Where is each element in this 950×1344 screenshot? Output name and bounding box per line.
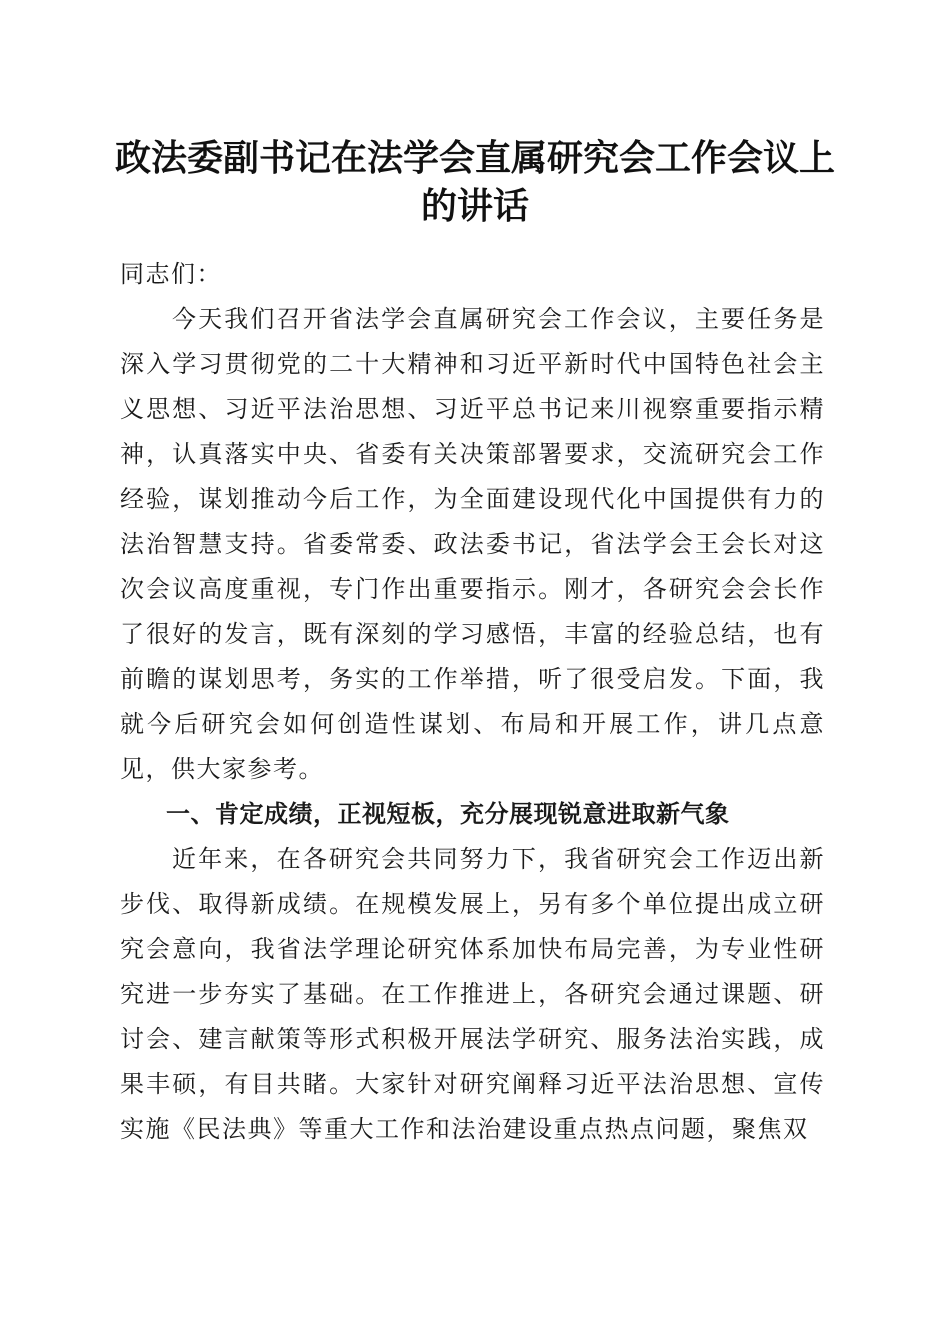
salutation: 同志们： <box>120 260 222 288</box>
section-paragraph: 近年来，在各研究会共同努力下，我省研究会工作迈出新步伐、取得新成绩。在规模发展上，另有多个单位提出成立研究会意向，我省法学理论研究体系加快布局完善，为专业性研究进一步夯实了基础。在工作推进上，各研究会通过课题、研讨会、建言献策等形式积极开展法学研究、服务法治实践，成果丰硕，有目共睹。大家针对研究阐释习近平法治思想、宣传实施《民法典》等重大工作和法治建设重点热点问题，聚焦双 <box>120 845 825 1143</box>
section-heading: 一、肯定成绩，正视短板，充分展现锐意进取新气象 <box>166 800 730 828</box>
document-body <box>120 252 825 1152</box>
opening-paragraph: 今天我们召开省法学会直属研究会工作会议，主要任务是深入学习贯彻党的二十大精神和习近平新时代中国特色社会主义思想、习近平法治思想、习近平总书记来川视察重要指示精神，认真落实中央、省委有关决策部署要求，交流研究会工作经验，谋划推动今后工作，为全面建设现代化中国提供有力的法治智慧支持。省委常委、政法委书记，省法学会王会长对这次会议高度重视，专门作出重要指示。刚才，各研究会会长作了很好的发言，既有深刻的学习感悟，丰富的经验总结，也有前瞻的谋划思考，务实的工作举措，听了很受启发。下面，我就今后研究会如何创造性谋划、布局和开展工作，讲几点意见，供大家参考。 <box>120 305 825 783</box>
document-title: 政法委副书记在法学会直属研究会工作会议上的讲话 <box>114 137 835 227</box>
